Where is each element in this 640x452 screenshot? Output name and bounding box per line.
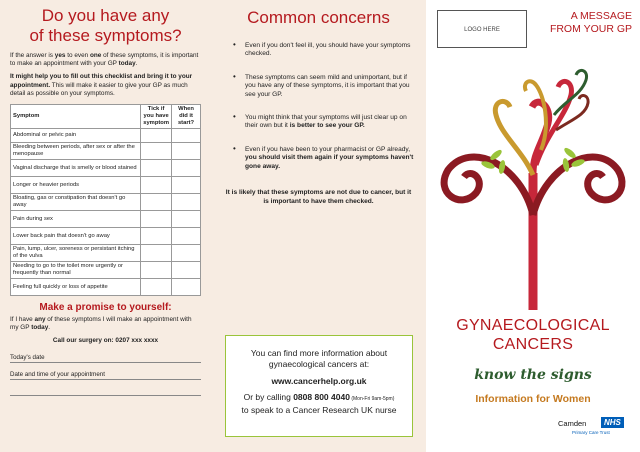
intro-text: to even: [65, 52, 90, 59]
table-row: [11, 262, 201, 279]
symptom-cell: Needing to go to the toilet more urgently or frequently than normal: [11, 262, 141, 279]
bullet-icon: •: [233, 71, 236, 81]
tick-box[interactable]: [141, 177, 172, 194]
bullet-icon: •: [233, 40, 236, 49]
symptom-checklist-table: [10, 104, 201, 296]
tick-box[interactable]: [141, 129, 172, 143]
checklist-paragraph: [10, 73, 201, 98]
top-swirl: [525, 81, 546, 150]
intro-today: today: [118, 60, 136, 68]
tick-box[interactable]: [141, 279, 172, 296]
tick-box[interactable]: [141, 143, 172, 160]
symptom-cell: Pain during sex: [11, 211, 141, 228]
table-row: [11, 228, 201, 245]
promise-any: any: [34, 316, 46, 324]
bullet-icon: •: [233, 112, 236, 122]
intro-one: one: [89, 52, 102, 59]
when-box[interactable]: [172, 129, 201, 143]
tick-box[interactable]: [141, 160, 172, 177]
symptom-cell: Bleeding between periods, after sex or after the menopause: [11, 143, 141, 160]
camden-label: Camden: [558, 419, 587, 428]
when-box[interactable]: [172, 194, 201, 211]
symptom-cell: Pain, lump, ulcer, soreness or persistant itching of the vulva: [11, 245, 141, 262]
cancerhelp-link[interactable]: www.cancerhelp.org.uk: [271, 376, 367, 386]
when-box[interactable]: [172, 143, 201, 160]
symptoms-title: [10, 6, 201, 46]
intro-yes: yes: [54, 52, 66, 59]
when-box[interactable]: [172, 245, 201, 262]
table-row: [11, 279, 201, 296]
tick-box[interactable]: [141, 211, 172, 228]
info-phone[interactable]: 0808 800 4040: [293, 392, 350, 402]
table-row: [11, 143, 201, 160]
concerns-title: Common concerns: [247, 8, 390, 27]
promise-part: of these symptoms I will make an appointment with my GP: [10, 316, 192, 332]
bullet-icon: •: [233, 143, 236, 153]
nhs-logo: NHS: [601, 417, 624, 428]
tick-box[interactable]: [141, 194, 172, 211]
info-hours: (Mon-Fri 9am-5pm): [349, 396, 395, 402]
info-box: [225, 335, 413, 437]
promise-part: If I have: [10, 316, 35, 324]
col-tick: Tick if you have symptom: [141, 105, 172, 129]
symptom-cell: Bloating, gas or constipation that doesn't go away: [11, 194, 141, 211]
info-call-b: to speak to a Cancer Research UK nurse: [241, 405, 397, 415]
promise-title: Make a promise to yourself:: [39, 302, 172, 314]
info-line2: gynaecological cancers at:: [268, 359, 370, 369]
when-box[interactable]: [172, 160, 201, 177]
list-item: [233, 42, 414, 59]
concern-text: Even if you don't feel ill, you should have your symptoms checked.: [245, 42, 411, 58]
intro-text: .: [135, 60, 138, 68]
pct-label: Primary Care Trust: [572, 430, 610, 435]
appointment-label: Date and time of your appointment: [10, 370, 105, 378]
table-row: [11, 194, 201, 211]
info-call: [226, 392, 412, 405]
tagline: know the signs: [474, 367, 592, 383]
table-row: [11, 177, 201, 194]
table-row: [11, 129, 201, 143]
checklist-text: This will make it easier to give your GP as much detail as possible on your symptoms.: [10, 81, 188, 97]
intro-text: of these symptoms, it is important to make an appointment with your GP: [10, 52, 199, 68]
concerns-list: [223, 42, 414, 171]
cover-title: [426, 316, 640, 354]
info-for-women: Information for Women: [475, 393, 591, 405]
gp-message-line2: FROM YOUR GP: [549, 23, 632, 35]
info-call-text: Or by calling: [243, 392, 294, 402]
when-box[interactable]: [172, 177, 201, 194]
when-box[interactable]: [172, 262, 201, 279]
symptoms-title-line1: Do you have any: [41, 6, 170, 25]
symptoms-panel: [0, 0, 211, 452]
tree-illustration: [426, 55, 640, 310]
when-box[interactable]: [172, 211, 201, 228]
symptom-cell: Vaginal discharge that is smelly or blood stained: [11, 160, 141, 177]
surgery-phone: Call our surgery on: 0207 xxx xxxx: [52, 337, 159, 345]
table-row: [11, 245, 201, 262]
tick-box[interactable]: [141, 262, 172, 279]
col-symptom: Symptom: [11, 105, 141, 129]
promise-text: [10, 316, 201, 332]
symptom-cell: Longer or heavier periods: [11, 177, 141, 194]
checklist-bold: It might help you to fill out this checklist and bring it to your appointment.: [10, 73, 193, 89]
intro-paragraph: [10, 52, 201, 68]
list-item: [233, 71, 414, 99]
symptom-cell: Abdominal or pelvic pain: [11, 129, 141, 143]
tick-box[interactable]: [141, 228, 172, 245]
concern-text: You might think that your symptoms will just clear up on their own but it: [245, 114, 407, 130]
intro-text: If the answer is: [10, 52, 55, 59]
todays-date-field[interactable]: [10, 354, 201, 363]
appointment-extra-line[interactable]: [10, 388, 201, 396]
promise-part: .: [48, 324, 51, 332]
col-when: When did it start?: [172, 105, 201, 129]
list-item: [233, 143, 414, 171]
gp-message-line1: A MESSAGE: [570, 10, 632, 22]
symptom-cell: Feeling full quickly or loss of appetite: [11, 279, 141, 296]
info-line1: You can find more information about: [250, 348, 388, 358]
logo-placeholder: LOGO HERE: [437, 10, 527, 48]
todays-date-label: Today's date: [10, 353, 45, 361]
table-row: [11, 160, 201, 177]
concern-text: Even if you have been to your pharmacist or GP already,: [245, 145, 411, 153]
table-header-row: [11, 105, 201, 129]
cover-title-line2: CANCERS: [492, 336, 574, 353]
likely-note: It is likely that these symptoms are not due to cancer, but it is important to have them checked.: [225, 189, 412, 205]
symptom-cell: Lower back pain that doesn't go away: [11, 228, 141, 245]
table-row: [11, 211, 201, 228]
when-box[interactable]: [172, 228, 201, 245]
appointment-field[interactable]: [10, 371, 201, 380]
cover-title-line1: GYNAECOLOGICAL: [456, 317, 610, 334]
gp-message: [536, 10, 632, 36]
tick-box[interactable]: [141, 245, 172, 262]
symptoms-title-line2: of these symptoms?: [29, 26, 182, 45]
concern-bold: you should visit them again if your symptoms haven't gone away.: [245, 154, 414, 170]
concern-bold: is better to see your GP.: [289, 122, 365, 130]
list-item: [233, 114, 414, 131]
when-box[interactable]: [172, 279, 201, 296]
promise-today: today: [31, 324, 49, 332]
concern-text: These symptoms can seem mild and unimportant, but if you have any of these symptoms, it is important that you see your GP.: [245, 73, 410, 98]
